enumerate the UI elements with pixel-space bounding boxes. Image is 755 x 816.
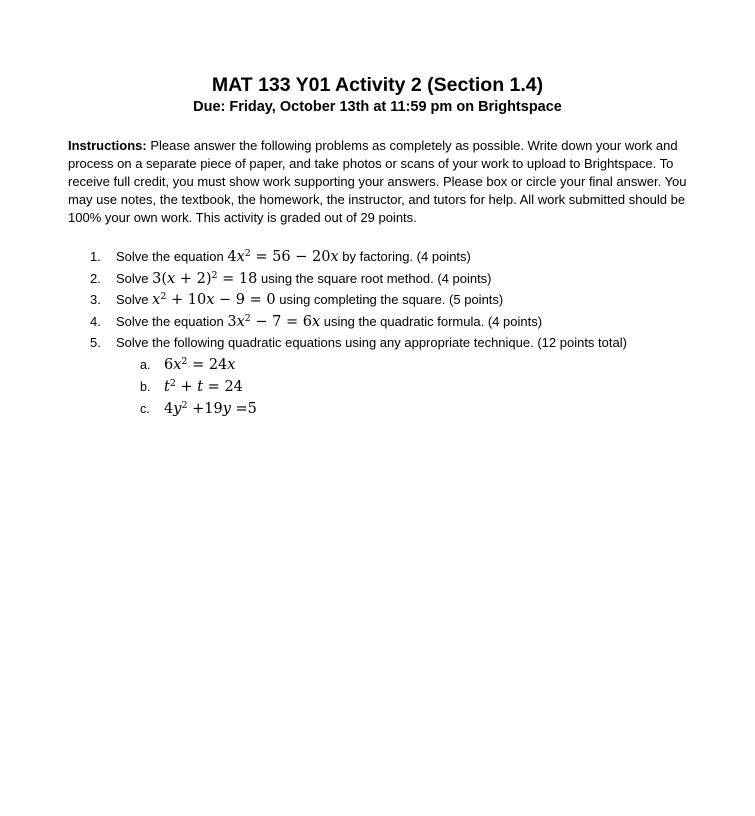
- math-equation: $3x^2 - 7 = 6x$: [227, 312, 321, 330]
- math-equation: $4x^2 = 56 - 20x$: [227, 248, 339, 265]
- math-equation: $6x^2 = 24x$: [164, 355, 236, 373]
- problem-text: by factoring. (4 points): [342, 249, 471, 264]
- math-equation: $3(x + 2)^2 = 18$: [152, 269, 258, 287]
- sub-problem-b: [90, 376, 690, 398]
- math-equation: $4y^2 +19y =5$: [164, 399, 257, 417]
- page-title: MAT 133 Y01 Activity 2 (Section 1.4): [211, 74, 544, 96]
- problem-text: using completing the square. (5 points): [279, 292, 504, 307]
- sub-problem-a: [90, 354, 690, 376]
- problem-text: Solve: [116, 270, 149, 286]
- instructions-text: Please answer the following problems as completely as possible. Write down your work and process on a separate piece of paper, and take photos or scans of your work to upload to Brightspace. To receive full credit, you must show work supporting your answers. Please box or circle your final answer. You may use notes, the textbook, the homework, the instructor, and tutors for help. All work submitted should be 100% your own work. This activity is graded out of 29 points.: [68, 138, 687, 225]
- due-date: Due: Friday, October 13th at 11:59 pm on Brightspace: [193, 99, 562, 115]
- instructions-paragraph: [68, 137, 693, 227]
- problem-text: Solve the equation: [116, 313, 224, 329]
- sub-problem-letter: a.: [140, 357, 151, 372]
- problem-number: 3.: [90, 292, 101, 307]
- sub-problem-letter: c.: [140, 401, 150, 416]
- problem-text: Solve: [116, 292, 149, 307]
- problem-1: [90, 246, 690, 268]
- sub-problem-letter: b.: [140, 379, 151, 394]
- problem-list: [90, 246, 690, 420]
- problem-number: 1.: [90, 249, 101, 264]
- problem-text: Solve the equation: [116, 249, 224, 264]
- sub-problem-c: [90, 398, 690, 420]
- instructions-label: Instructions:: [68, 138, 147, 153]
- problem-4: [90, 311, 690, 333]
- problem-3: [90, 289, 690, 311]
- math-equation: $x^2 + 10x - 9 = 0$: [152, 291, 276, 308]
- problem-text: Solve the following quadratic equations using any appropriate technique. (12 points total): [116, 335, 627, 350]
- problem-text: using the square root method. (4 points): [260, 270, 492, 286]
- problem-2: [90, 268, 690, 290]
- math-equation: $t^2 + t = 24$: [164, 377, 243, 395]
- problem-number: 2.: [90, 270, 101, 286]
- problem-number: 4.: [90, 313, 101, 329]
- problem-number: 5.: [90, 335, 101, 350]
- problem-text: using the quadratic formula. (4 points): [323, 313, 543, 329]
- problem-5: [90, 332, 690, 354]
